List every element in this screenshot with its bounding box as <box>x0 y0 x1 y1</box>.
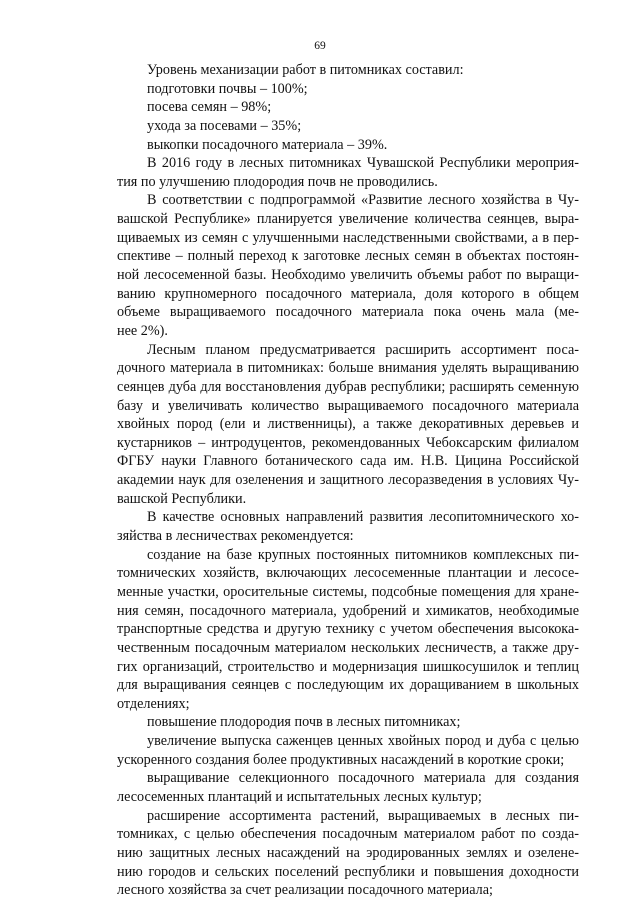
text-line: ухода за посевами – 35%; <box>147 117 302 134</box>
text-line: кустарников – интродуцентов, рекомендованных Чебоксарским филиалом <box>117 434 579 451</box>
text-line: зяйства в лесничествах рекомендуется: <box>117 528 354 545</box>
text-line: создание на базе крупных постоянных питомников комплексных пи- <box>147 546 579 563</box>
text-line: выращивание селекционного посадочного материала для создания <box>147 770 579 787</box>
text-line: дочного материала в питомниках: больше внимания уделять выращиванию <box>117 360 579 377</box>
text-line: В 2016 году в лесных питомниках Чувашской Республики мероприя- <box>147 155 579 172</box>
text-line: тия по улучшению плодородия почв не проводились. <box>117 173 438 190</box>
text-line: Уровень механизации работ в питомниках составил: <box>147 62 464 78</box>
text-line: ния семян, посадочного материала, удобрений и химикатов, необходимые <box>117 602 579 619</box>
text-line: повышение плодородия почв в лесных питомниках; <box>147 714 461 731</box>
text-line: вашской Республики. <box>117 490 247 507</box>
text-line: вашской Республике» планируется увеличение количества сеянцев, выра- <box>117 211 579 228</box>
text-line: лесосеменных плантаций и испытательных лесных культур; <box>117 788 482 805</box>
text-line: нее 2%). <box>117 322 168 339</box>
text-line: посева семян – 98%; <box>147 99 272 116</box>
text-line: менные участки, оросительные системы, подсобные помещения для хране- <box>117 583 579 600</box>
text-line: ускоренного создания более продуктивных насаждений в короткие сроки; <box>117 751 565 768</box>
text-line: томниках, с целью обеспечения посадочным материалом работ по созда- <box>117 826 579 843</box>
text-line: нию защитных лесных насаждений на эродированных землях и озелене- <box>117 844 579 861</box>
text-line: Лесным планом предусматривается расширить ассортимент поса- <box>147 341 579 358</box>
text-line: томнических хозяйств, включающих лесосеменные плантации и лесосе- <box>117 565 579 582</box>
text-line: ной лесосеменной базы. Необходимо увеличить объемы работ по выращи- <box>117 267 579 284</box>
text-line: гих организаций, строительство и модернизация шишкосушилок и теплиц <box>117 658 579 675</box>
text-line: В соответствии с подпрограммой «Развитие лесного хозяйства в Чу- <box>147 192 579 209</box>
text-line: чественным посадочным материалом нескольких лесничеств, а также дру- <box>117 639 579 656</box>
text-line: хвойных пород (ели и лиственницы), а также декоративных деревьев и <box>117 416 579 433</box>
text-line: расширение ассортимента растений, выращиваемых в лесных пи- <box>147 807 579 824</box>
text-line: выкопки посадочного материала – 39%. <box>147 136 388 153</box>
text-line: увеличение выпуска саженцев ценных хвойных пород и дуба с целью <box>147 733 579 750</box>
body-text <box>117 61 579 900</box>
text-line: транспортные средства и другую технику с учетом обеспечения высокока- <box>117 621 579 638</box>
text-line: академии наук для озеленения и защитного лесоразведения в условиях Чу- <box>117 472 579 489</box>
text-line: базу и увеличивать количество выращиваемого посадочного материала <box>117 397 579 414</box>
text-line: В качестве основных направлений развития лесопитомнического хо- <box>147 509 579 526</box>
text-line: для выращивания сеянцев с последующим их доращиванием в школьных <box>117 677 579 694</box>
text-line: отделениях; <box>117 695 190 712</box>
text-line: ванию крупномерного посадочного материала, доля которого в общем <box>117 285 579 302</box>
text-line: сеянцев дуба для восстановления дубрав республики; расширять семенную <box>117 378 579 395</box>
text-line: спективе – полный переход к заготовке лесных семян в объектах постоян- <box>117 248 579 265</box>
text-line: ФГБУ науки Главного ботанического сада им. Н.В. Цицина Российской <box>117 453 579 470</box>
text-line: щиваемых из семян с улучшенными наследственными свойствами, а в пер- <box>117 229 579 246</box>
text-line: лесного хозяйства за счет реализации посадочного материала; <box>117 882 493 899</box>
text-line: объеме выращиваемого посадочного материала пока очень мала (ме- <box>117 304 579 321</box>
page-number: 69 <box>314 40 326 52</box>
text-line: подготовки почвы – 100%; <box>147 80 308 97</box>
text-line: нию городов и сельских поселений республики и повышения доходности <box>117 863 579 880</box>
